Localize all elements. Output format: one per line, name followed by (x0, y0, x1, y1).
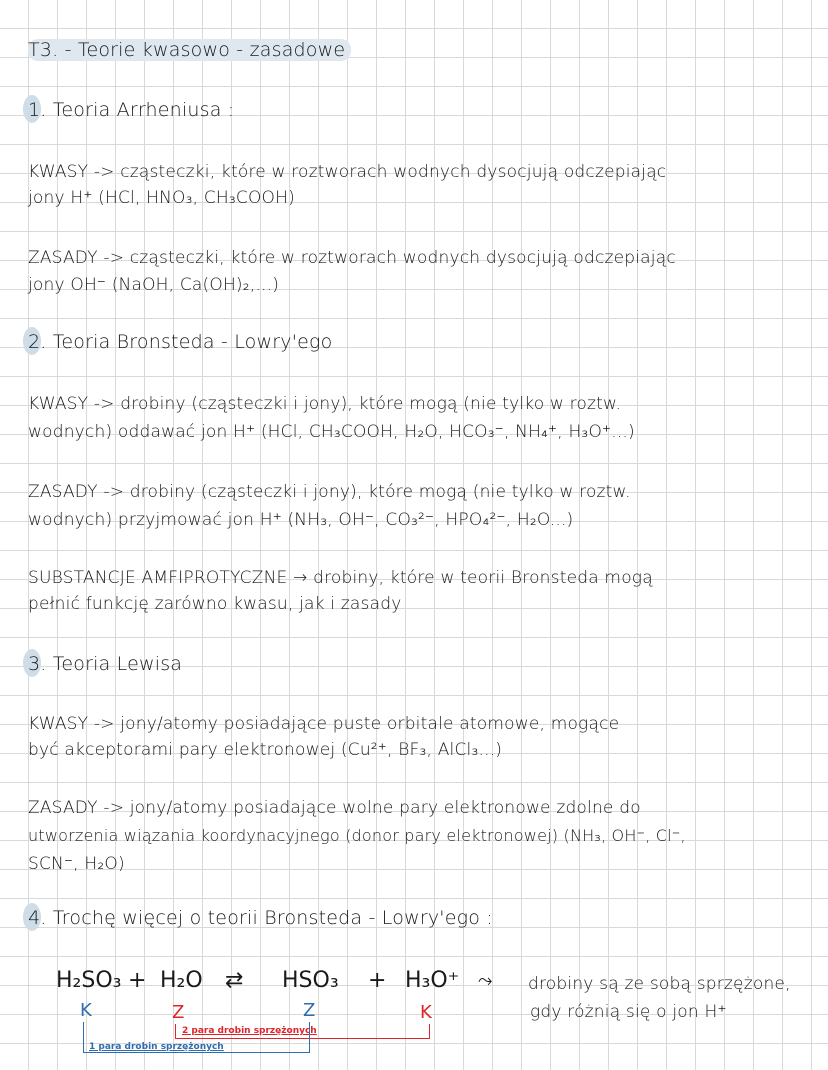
lewis-bases-line1: ZASADY -> jony/atomy posiadające wolne pary elektronowe zdolne do (28, 798, 641, 818)
arrhenius-acids-line1: KWASY -> cząsteczki, które w roztworach wodnych dysocjują odczepiając (28, 162, 667, 182)
amphiprotic-line2: pełnić funkcję zarówno kwasu, jak i zasady (28, 594, 402, 614)
conjugate-pair-1-label: 1 para drobin sprzężonych (89, 1042, 224, 1052)
role-acid-label: K (80, 1000, 92, 1021)
species-h2so3: H₂SO₃ (56, 968, 122, 993)
lewis-acids-line1: KWASY -> jony/atomy posiadające puste orbitale atomowe, mogące (28, 714, 620, 734)
equilibrium-arrow: ⇄ (225, 968, 244, 993)
squiggle-arrow-icon: ⤳ (478, 970, 493, 991)
arrhenius-bases-line1: ZASADY -> cząsteczki, które w roztworach wodnych dysocjują odczepiając (28, 248, 676, 268)
section-heading-text: Teoria Arrheniusa : (52, 99, 235, 121)
section-heading-text: Teoria Lewisa (52, 653, 183, 675)
plus-sign: + (368, 968, 387, 993)
conjugate-note-line1: drobiny są ze sobą sprzężone, (528, 974, 791, 994)
bronsted-bases-line2: wodnych) przyjmować jon H⁺ (NH₃, OH⁻, CO₃²⁻, HPO₄²⁻, H₂O...) (28, 510, 574, 530)
section-number: 3. (28, 653, 47, 675)
lewis-bases-line2: utworzenia wiązania koordynacyjnego (donor pary elektronowej) (NH₃, OH⁻, Cl⁻, (28, 826, 686, 845)
page-title (28, 38, 351, 62)
section-number: 1. (28, 99, 47, 121)
role-base-label: Z (303, 1000, 316, 1021)
arrhenius-bases-line2: jony OH⁻ (NaOH, Ca(OH)₂,...) (28, 275, 280, 295)
section-heading-text: Teoria Bronsteda - Lowry'ego (52, 331, 333, 353)
section-number: 4. (28, 907, 47, 929)
section-3-heading (28, 652, 182, 676)
plus-sign: + (128, 968, 147, 993)
section-1-heading (28, 98, 234, 122)
lewis-bases-line3: SCN⁻, H₂O) (28, 854, 125, 874)
amphiprotic-line1: SUBSTANCJE AMFIPROTYCZNE → drobiny, które w teorii Bronsteda mogą (28, 568, 653, 588)
section-number: 2. (28, 331, 47, 353)
section-4-heading (28, 906, 493, 930)
section-2-heading (28, 330, 332, 354)
section-heading-text: Trochę więcej o teorii Bronsteda - Lowry'ego : (52, 907, 493, 929)
species-hso3: HSO₃ (282, 968, 339, 993)
bronsted-acids-line2: wodnych) oddawać jon H⁺ (HCl, CH₃COOH, H₂O, HCO₃⁻, NH₄⁺, H₃O⁺...) (28, 422, 635, 442)
bronsted-bases-line1: ZASADY -> drobiny (cząsteczki i jony), które mogą (nie tylko w roztw. (28, 482, 631, 502)
bronsted-acids-line1: KWASY -> drobiny (cząsteczki i jony), które mogą (nie tylko w roztw. (28, 394, 622, 414)
lewis-acids-line2: być akceptorami pary elektronowej (Cu²⁺, BF₃, AlCl₃...) (28, 740, 503, 760)
title-text: T3. - Teorie kwasowo - zasadowe (28, 39, 351, 61)
conjugate-pair-2-label: 2 para drobin sprzężonych (182, 1026, 317, 1036)
arrhenius-acids-line2: jony H⁺ (HCl, HNO₃, CH₃COOH) (28, 188, 295, 208)
conjugate-note-line2: gdy różnią się o jon H⁺ (530, 1002, 727, 1022)
species-h3o-plus: H₃O⁺ (405, 968, 460, 993)
role-acid-label: K (420, 1002, 432, 1023)
species-h2o: H₂O (160, 968, 203, 993)
role-base-label: Z (172, 1002, 185, 1023)
